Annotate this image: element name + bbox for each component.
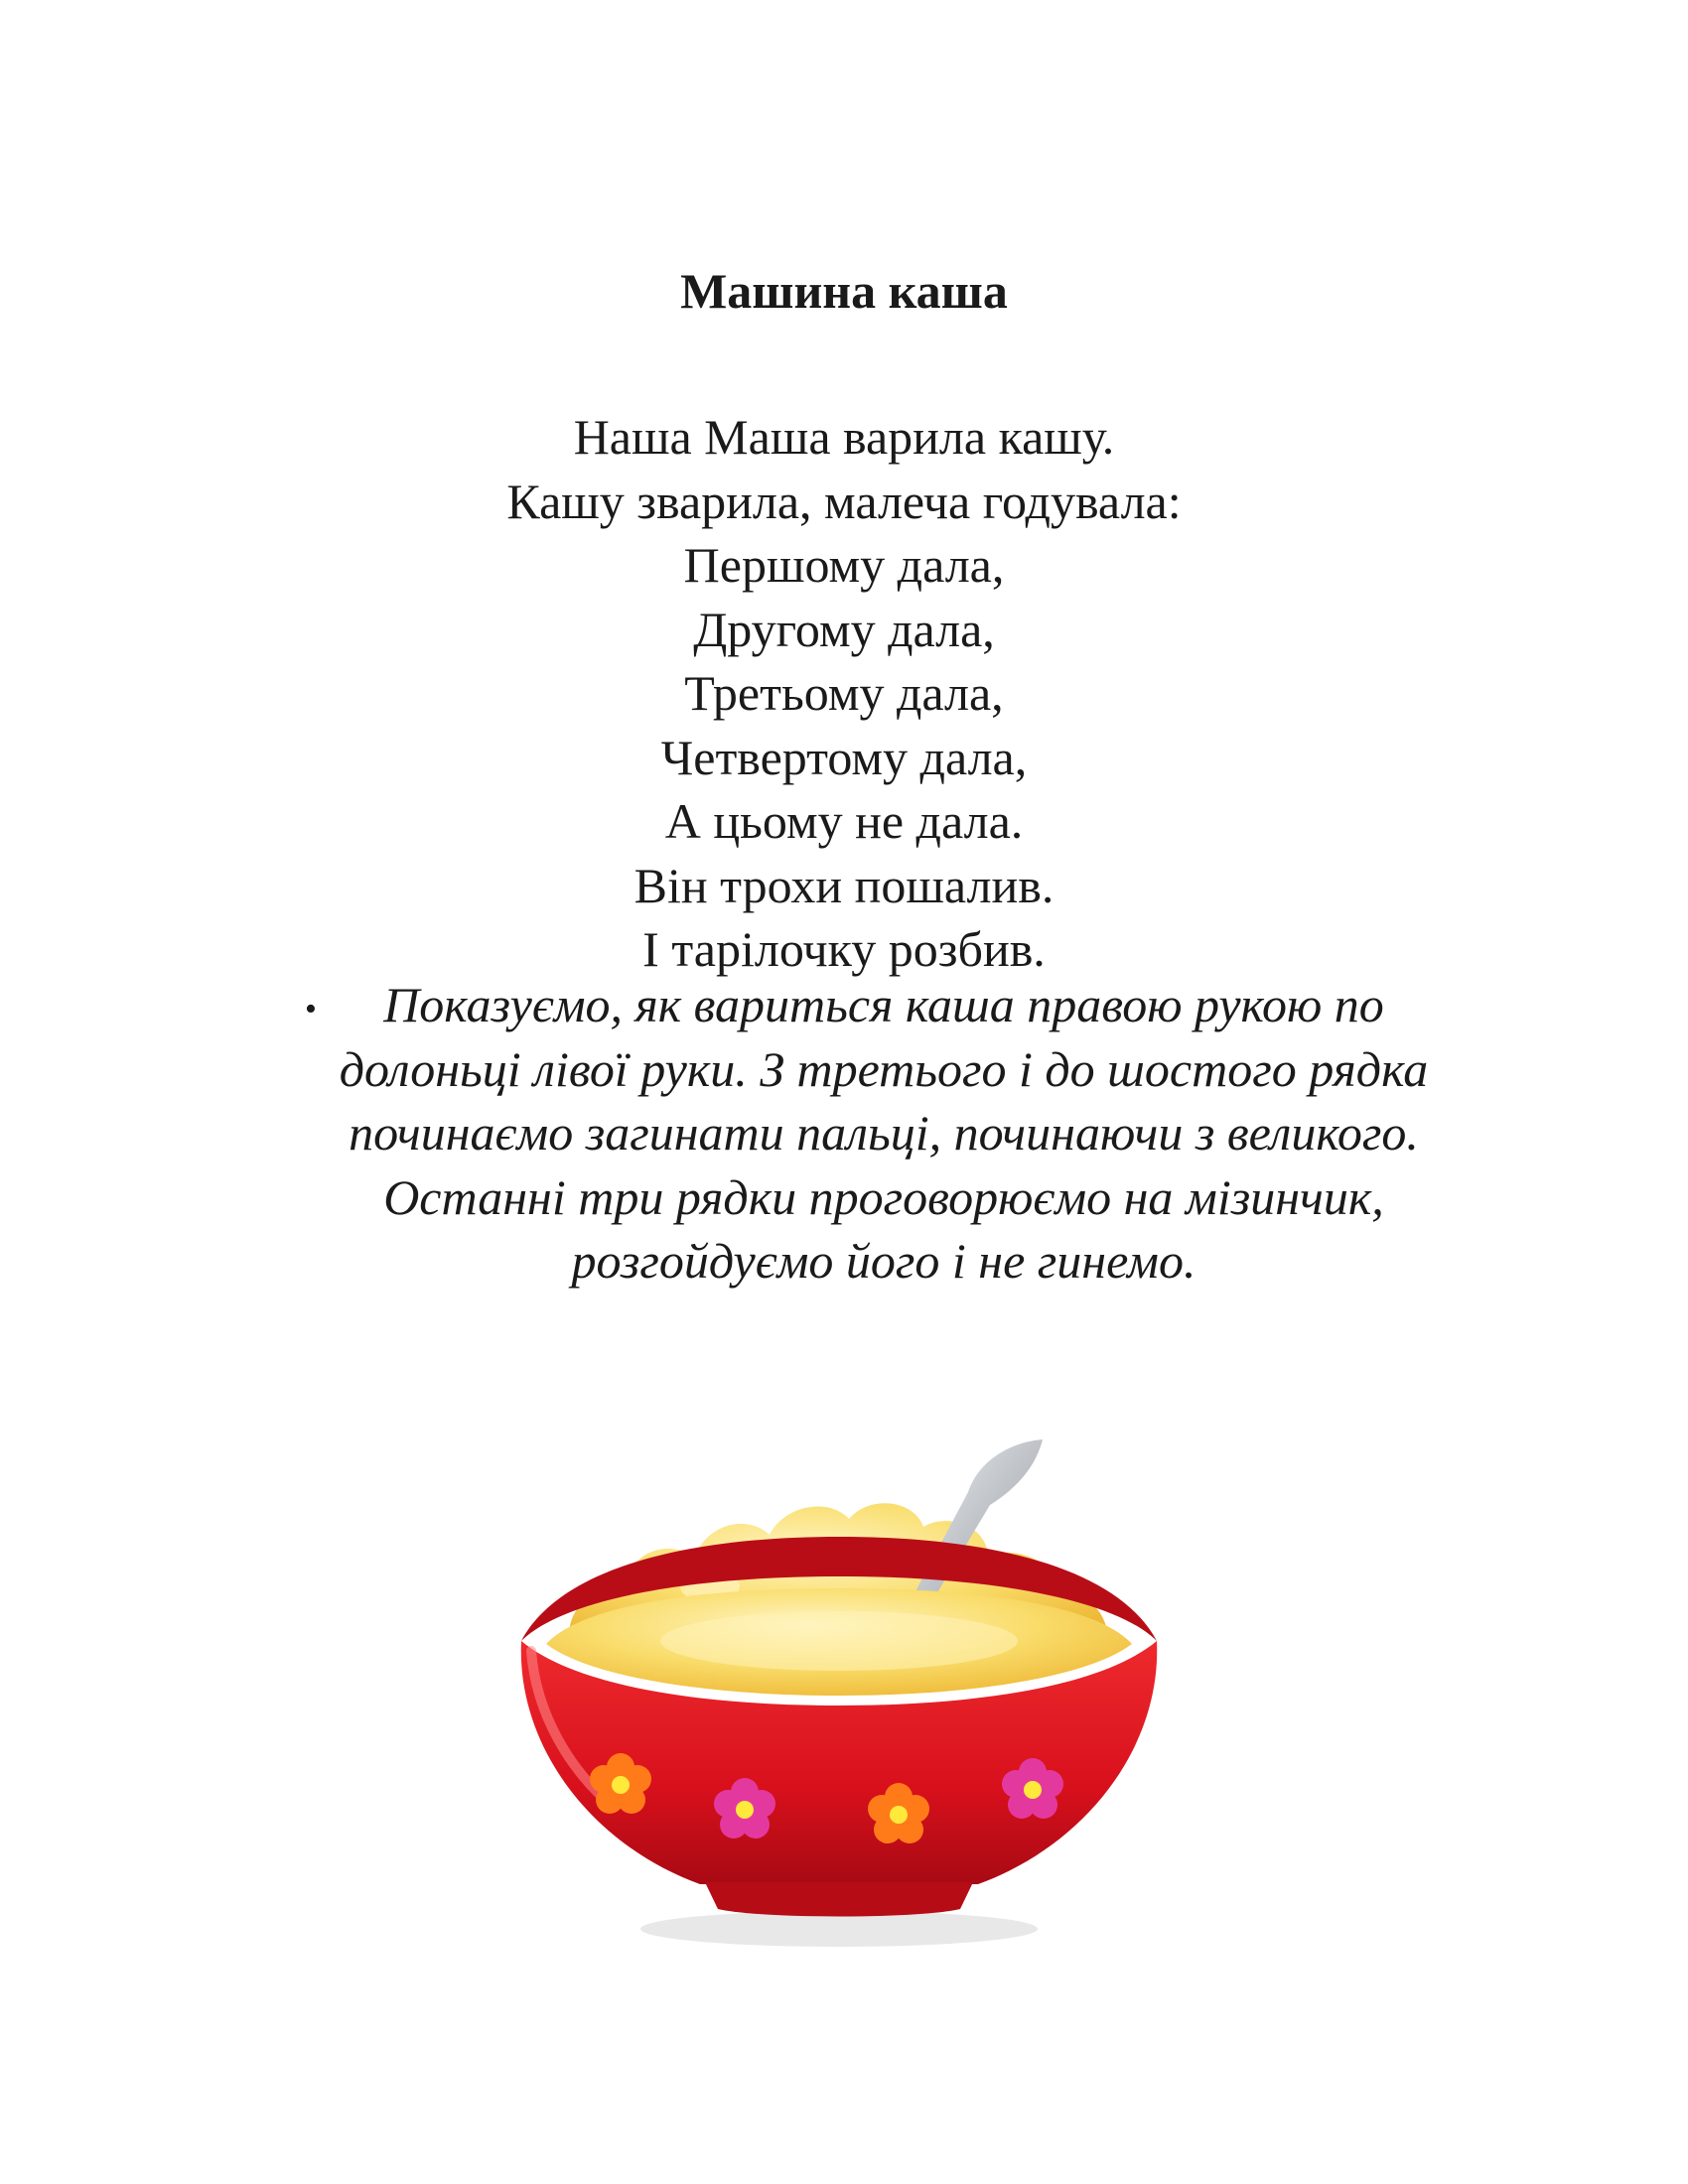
poem-line: Наша Маша варила кашу. bbox=[573, 409, 1115, 465]
poem-line: А цьому не дала. bbox=[664, 793, 1024, 849]
instruction-text: Показуємо, як вариться каша правою рукою по долоньці лівої руки. З третього і до шостого рядка починаємо загинати пальці, починаючи з великого. Останні три рядки проговорюємо на мізинчик, розгойдуємо його і не гинемо. bbox=[339, 977, 1429, 1289]
poem-line: Другому дала, bbox=[693, 601, 995, 657]
poem-line: Третьому дала, bbox=[684, 665, 1004, 721]
poem-line: І тарілочку розбив. bbox=[642, 921, 1046, 977]
poem-line: Він трохи пошалив. bbox=[633, 857, 1055, 913]
poem-line: Четвертому дала, bbox=[660, 729, 1028, 785]
porridge-bowl-icon bbox=[501, 1418, 1177, 1954]
poem-line: Кашу зварила, малеча годувала: bbox=[506, 473, 1182, 529]
page-title: Машина каша bbox=[680, 263, 1008, 319]
poem bbox=[0, 405, 1688, 982]
poem-line: Першому дала, bbox=[683, 537, 1005, 593]
bullet-marker: • bbox=[305, 991, 317, 1027]
